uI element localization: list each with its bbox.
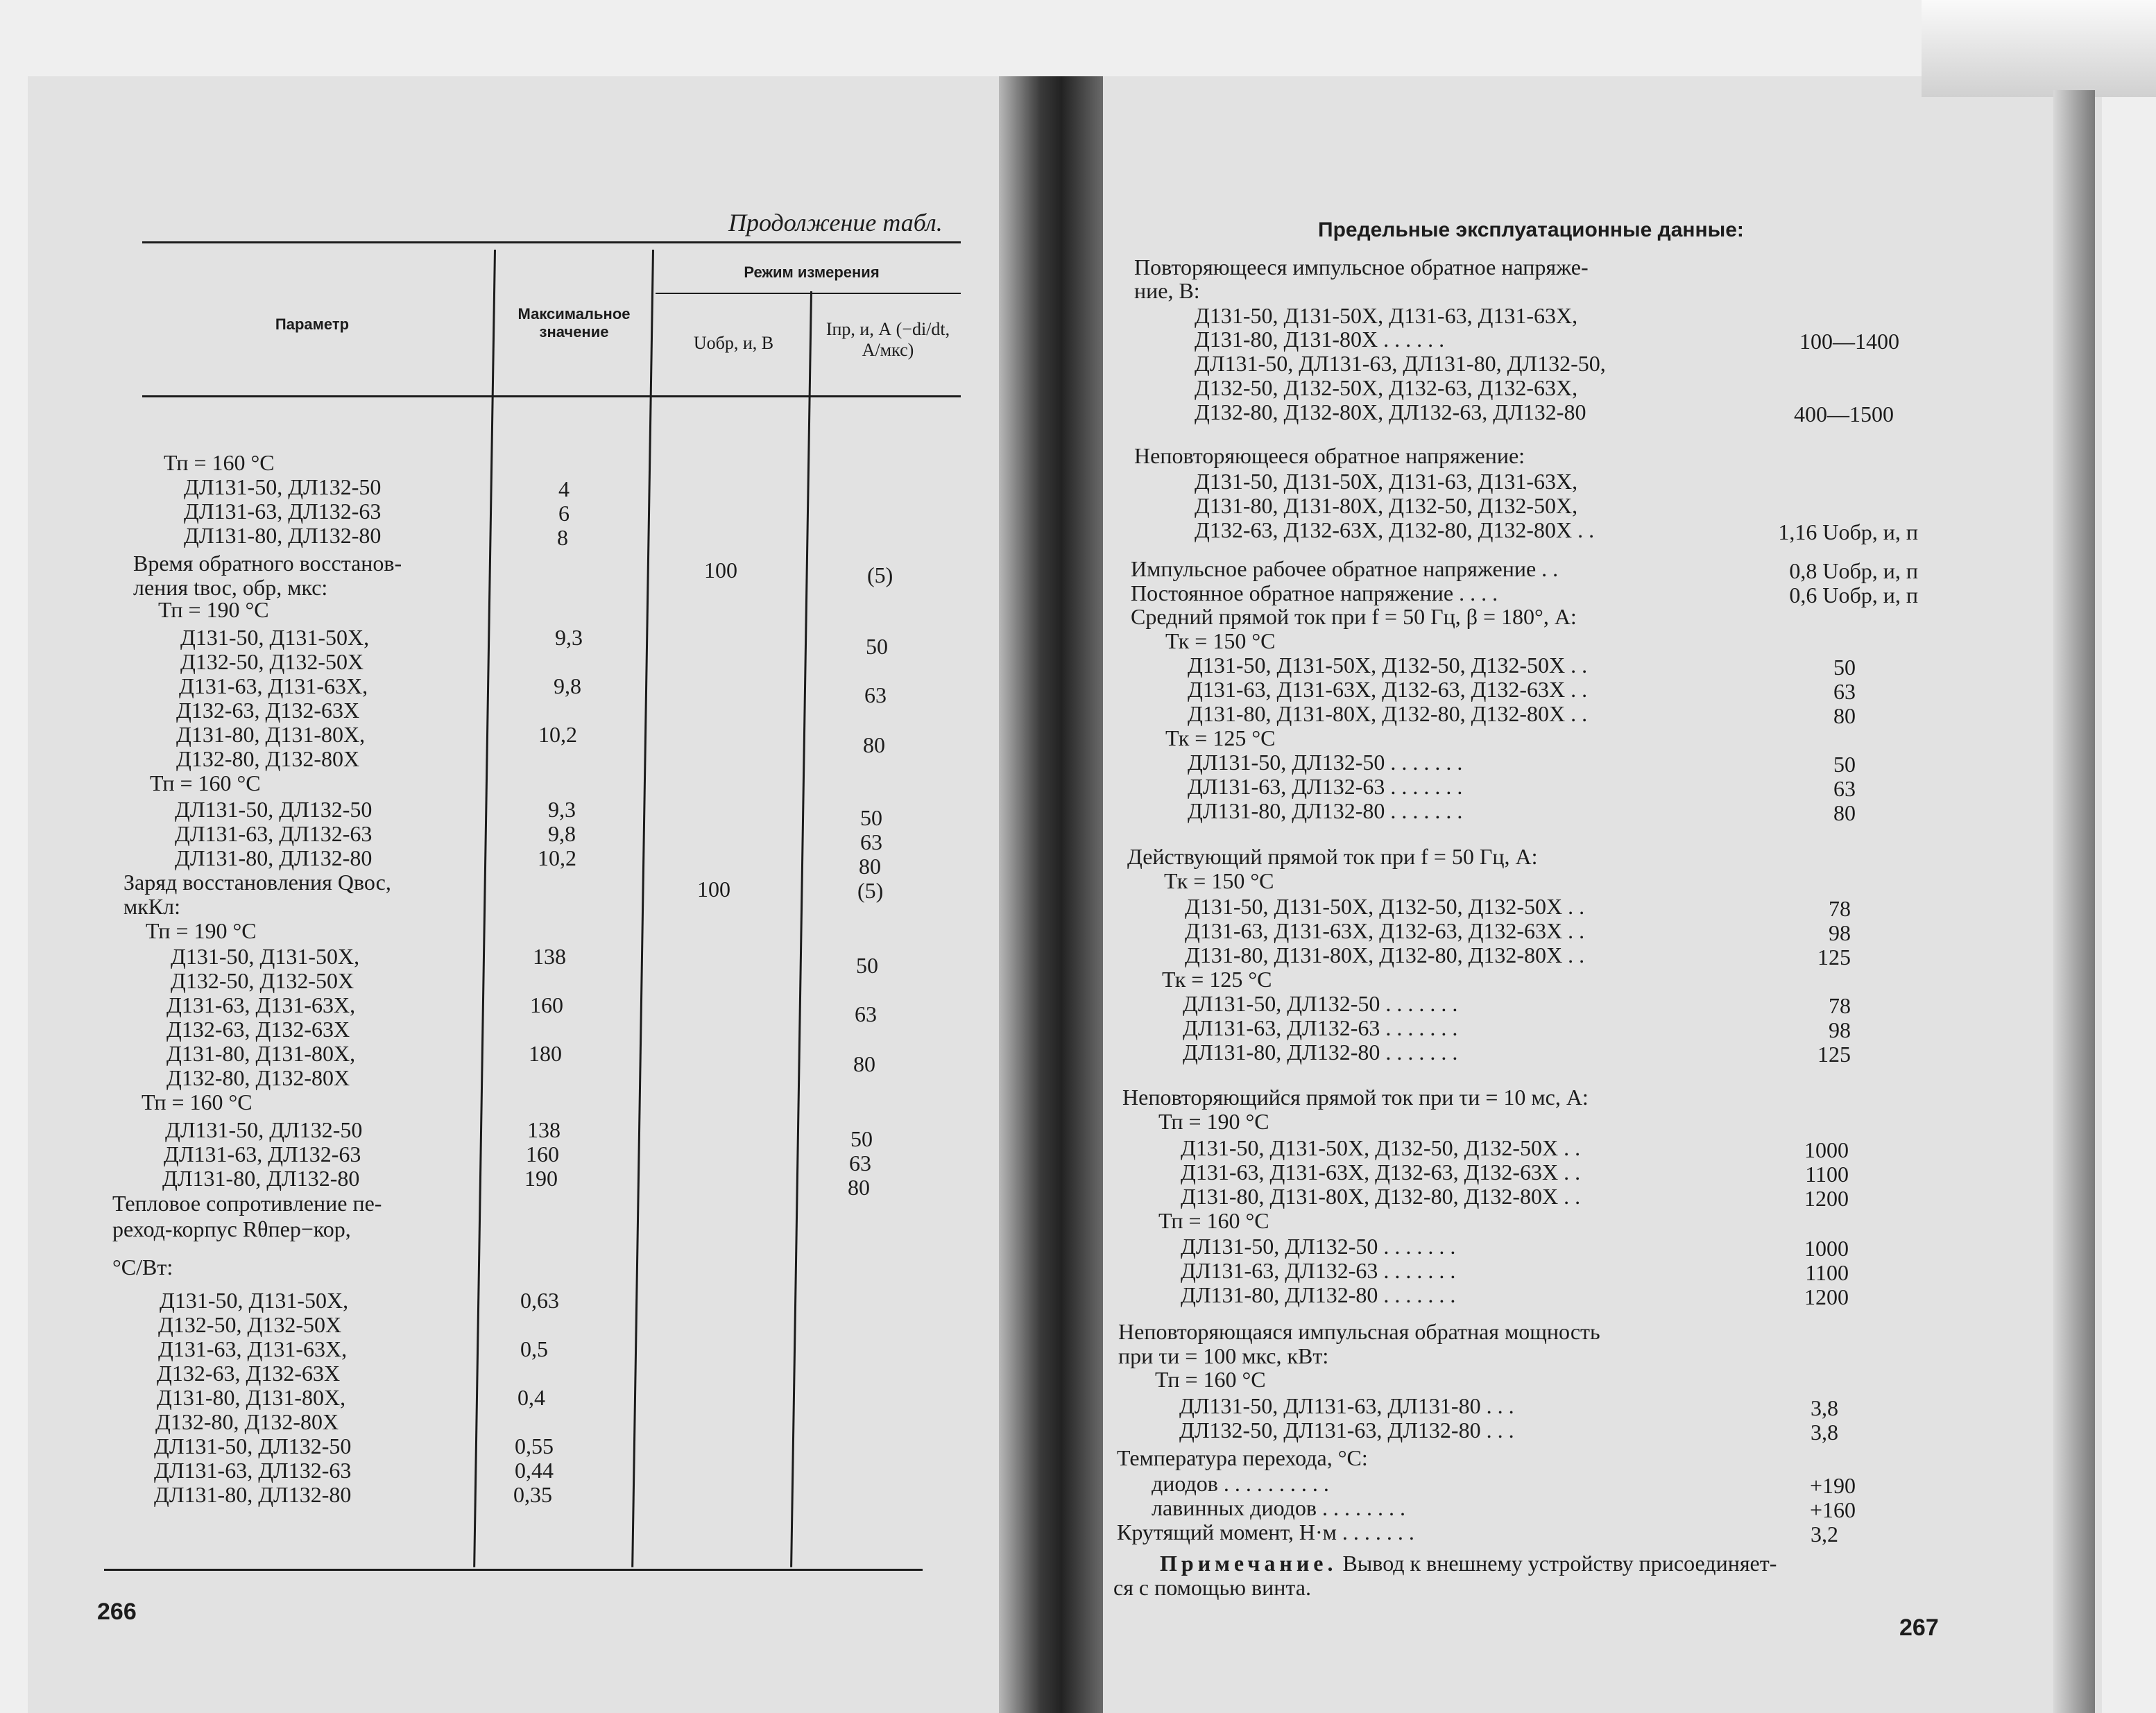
spec-line: Тк = 125 °С [1165, 725, 1276, 750]
spec-value: 125 [1817, 1042, 1851, 1067]
table-row-label: мкКл: [123, 894, 180, 919]
spec-line: Д131-50, Д131-50Х, Д132-50, Д132-50Х . . [1181, 1135, 1581, 1160]
spec-value: 98 [1829, 1017, 1851, 1042]
table-row-label: Д132-50, Д132-50Х [180, 649, 364, 674]
table-row-label: ДЛ131-63, ДЛ132-63 [175, 821, 373, 846]
scan-shadow [1922, 0, 2156, 97]
spec-line: ДЛ131-80, ДЛ132-80 . . . . . . . [1181, 1282, 1456, 1307]
spec-line: Неповторяющийся прямой ток при τи = 10 мс, А: [1122, 1085, 1589, 1110]
table-row-label: Д132-50, Д132-50Х [171, 968, 354, 993]
table-row-label: ДЛ131-80, ДЛ132-80 [175, 845, 373, 870]
spec-value: 125 [1817, 945, 1851, 970]
table-row-label: Тп = 190 °С [158, 597, 269, 622]
page-number-right: 267 [1899, 1615, 1939, 1641]
spec-line: Тк = 150 °С [1165, 628, 1276, 653]
max-value-cell: 10,2 [538, 845, 576, 870]
spec-line: при τи = 100 мкс, кВт: [1118, 1343, 1329, 1368]
table-row-label: Д132-80, Д132-80Х [176, 746, 360, 771]
ipr-cell: 63 [860, 829, 882, 854]
page-number-left: 266 [97, 1599, 137, 1625]
spec-value: 78 [1829, 993, 1851, 1018]
table-row-label: Д132-63, Д132-63Х [166, 1017, 350, 1042]
spec-line: Д131-50, Д131-50Х, Д131-63, Д131-63Х, [1195, 303, 1578, 328]
spec-line: Д131-80, Д131-80Х, Д132-50, Д132-50Х, [1195, 493, 1578, 518]
spec-line: Постоянное обратное напряжение . . . . [1131, 580, 1498, 605]
spec-value: 400—1500 [1794, 402, 1894, 427]
max-value-cell: 0,44 [515, 1458, 554, 1483]
spec-line: ДЛ131-80, ДЛ132-80 . . . . . . . [1188, 798, 1463, 823]
ipr-cell: 50 [856, 953, 878, 978]
table-row-label: ДЛ131-80, ДЛ132-80 [162, 1166, 360, 1191]
spec-value: 3,8 [1811, 1420, 1838, 1445]
table-row-label: Д132-63, Д132-63Х [157, 1361, 341, 1386]
spec-value: 3,8 [1811, 1395, 1838, 1420]
ipr-cell: 63 [864, 682, 887, 707]
table-row-label: Д131-63, Д131-63Х, [166, 992, 356, 1017]
ipr-cell: 63 [855, 1001, 877, 1026]
spec-line: Д131-50, Д131-50Х, Д131-63, Д131-63Х, [1195, 469, 1578, 494]
spec-line: Д132-80, Д132-80Х, ДЛ132-63, ДЛ132-80 [1195, 399, 1586, 424]
spec-line: Д132-63, Д132-63Х, Д132-80, Д132-80Х . . [1195, 517, 1595, 542]
table-row-label: ДЛ131-80, ДЛ132-80 [184, 523, 382, 548]
max-value-cell: 9,8 [554, 673, 581, 698]
spec-line: ДЛ131-50, ДЛ132-50 . . . . . . . [1181, 1234, 1456, 1259]
max-value-cell: 138 [527, 1117, 561, 1142]
header-uobr: Uобр, и, В [693, 333, 774, 353]
spec-line: Д131-63, Д131-63Х, Д132-63, Д132-63Х . . [1181, 1160, 1581, 1185]
table-row-label: ДЛ131-50, ДЛ132-50 [165, 1117, 363, 1142]
table-row-label: ДЛ131-63, ДЛ132-63 [164, 1142, 361, 1167]
spec-line: Неповторяющееся обратное напряжение: [1134, 443, 1525, 468]
ipr-cell: 50 [860, 805, 882, 830]
max-value-cell: 9,3 [555, 625, 583, 650]
ipr-cell: 80 [853, 1051, 875, 1076]
spec-value: 63 [1833, 679, 1856, 704]
spec-value: 1200 [1804, 1186, 1849, 1211]
max-value-cell: 8 [557, 525, 568, 550]
spec-value: 1100 [1805, 1162, 1849, 1187]
spec-line: Д131-63, Д131-63Х, Д132-63, Д132-63Х . . [1188, 677, 1588, 702]
uobr-cell: 100 [697, 877, 730, 902]
right-title: Предельные эксплуатационные данные: [1318, 218, 1744, 241]
spec-line: Импульсное рабочее обратное напряжение . . [1131, 556, 1559, 581]
spec-line: Тп = 160 °С [1158, 1208, 1269, 1233]
table-row-label: °С/Вт: [112, 1255, 173, 1280]
spec-line: Д131-80, Д131-80Х, Д132-80, Д132-80Х . . [1188, 701, 1588, 726]
table-row-label: реход-корпус Rθпер−кор, [112, 1216, 351, 1241]
header-maxval: Максимальное значение [517, 305, 631, 341]
max-value-cell: 9,8 [548, 821, 576, 846]
table-row-label: ления tвос, обр, мкс: [133, 575, 328, 600]
spec-line: Д131-80, Д131-80Х . . . . . . [1195, 327, 1445, 352]
table-row-label: Тепловое сопротивление пе- [112, 1191, 382, 1216]
ipr-cell: 50 [866, 634, 888, 659]
note-line-2: ся с помощью винта. [1113, 1575, 1311, 1600]
table-row-label: Д132-80, Д132-80Х [166, 1065, 350, 1090]
spec-line: Повторяющееся импульсное обратное напряже- [1134, 255, 1589, 279]
spec-line: Д132-50, Д132-50Х, Д132-63, Д132-63Х, [1195, 375, 1578, 400]
spec-line: Тп = 190 °С [1158, 1109, 1269, 1134]
max-value-cell: 180 [529, 1041, 562, 1066]
spec-line: Тк = 150 °С [1164, 868, 1274, 893]
spec-value: 50 [1833, 655, 1856, 680]
spec-line: Крутящий момент, Н·м . . . . . . . [1117, 1520, 1414, 1544]
spec-line: Средний прямой ток при f = 50 Гц, β = 180°, А: [1131, 604, 1577, 629]
table-row-label: Д132-80, Д132-80Х [155, 1409, 339, 1434]
max-value-cell: 0,4 [517, 1385, 545, 1410]
max-value-cell: 0,55 [515, 1434, 554, 1458]
spec-line: Д131-63, Д131-63Х, Д132-63, Д132-63Х . . [1185, 918, 1585, 943]
spec-line: ДЛ131-63, ДЛ132-63 . . . . . . . [1183, 1015, 1458, 1040]
table-row-label: Д132-63, Д132-63Х [176, 698, 360, 723]
spec-value: 1000 [1804, 1236, 1849, 1261]
spec-value: 80 [1833, 800, 1856, 825]
table-row-label: Тп = 190 °С [146, 918, 257, 943]
table-row-label: Заряд восстановления Qвос, [123, 870, 391, 895]
table-row-label: Д131-80, Д131-80Х, [166, 1041, 356, 1066]
ipr-cell: (5) [867, 562, 893, 587]
max-value-cell: 160 [530, 992, 563, 1017]
max-value-cell: 160 [526, 1142, 559, 1167]
max-value-cell: 190 [524, 1166, 558, 1191]
spec-value: 100—1400 [1799, 329, 1899, 354]
spec-line: Температура перехода, °С: [1117, 1445, 1368, 1470]
spec-value: 3,2 [1811, 1522, 1838, 1547]
spec-line: ДЛ131-50, ДЛ132-50 . . . . . . . [1183, 991, 1458, 1016]
spec-line: Тк = 125 °С [1162, 967, 1272, 992]
spec-line: ДЛ131-50, ДЛ131-63, ДЛ131-80 . . . [1179, 1393, 1514, 1418]
ipr-cell: (5) [857, 878, 884, 903]
ipr-cell: 80 [859, 854, 881, 879]
spec-value: +160 [1809, 1497, 1856, 1522]
ipr-cell: 80 [848, 1175, 870, 1200]
header-mode: Режим измерения [744, 264, 880, 281]
spec-value: +190 [1809, 1473, 1856, 1498]
table-row-label: ДЛ131-63, ДЛ132-63 [154, 1458, 352, 1483]
spec-line: Тп = 160 °С [1155, 1367, 1266, 1392]
header-param: Параметр [275, 316, 350, 333]
table-row-label: Д132-50, Д132-50Х [158, 1312, 342, 1337]
table-row-label: ДЛ131-50, ДЛ132-50 [175, 797, 373, 822]
table-bottom-rule [104, 1569, 923, 1571]
max-value-cell: 0,35 [513, 1482, 552, 1507]
table-row-label: ДЛ131-50, ДЛ132-50 [184, 474, 382, 499]
max-value-cell: 0,63 [520, 1288, 559, 1313]
spec-line: ДЛ131-63, ДЛ132-63 . . . . . . . [1188, 774, 1463, 799]
table-row-label: Время обратного восстанов- [133, 551, 402, 576]
spec-line: Действующий прямой ток при f = 50 Гц, А: [1127, 844, 1538, 869]
note-label: Примечание. [1160, 1551, 1337, 1576]
table-row-label: Д131-50, Д131-50Х, [171, 944, 360, 969]
max-value-cell: 138 [533, 944, 566, 969]
max-value-cell: 10,2 [538, 722, 577, 747]
table-row-label: Д131-63, Д131-63Х, [179, 673, 368, 698]
spec-line: Неповторяющаяся импульсная обратная мощность [1118, 1319, 1600, 1344]
table-row-label: Д131-80, Д131-80Х, [176, 722, 366, 747]
spec-line: ДЛ131-50, ДЛ131-63, ДЛ131-80, ДЛ132-50, [1195, 351, 1606, 376]
spec-value: 63 [1833, 776, 1856, 801]
spec-line: ДЛ131-63, ДЛ132-63 . . . . . . . [1181, 1258, 1456, 1283]
table-top-rule [142, 241, 961, 243]
continuation-label: Продолжение табл. [728, 209, 943, 236]
spec-line: диодов . . . . . . . . . . [1152, 1471, 1329, 1496]
spec-value: 80 [1833, 703, 1856, 728]
table-row-label: Тп = 160 °С [142, 1090, 253, 1114]
spec-line: Д131-80, Д131-80Х, Д132-80, Д132-80Х . . [1185, 942, 1585, 967]
spec-line: лавинных диодов . . . . . . . . [1152, 1495, 1406, 1520]
spec-line: Д131-50, Д131-50Х, Д132-50, Д132-50Х . . [1188, 653, 1588, 678]
max-value-cell: 6 [558, 501, 570, 526]
spec-value: 1,16 Uобр, и, п [1778, 519, 1918, 544]
spec-value: 50 [1833, 752, 1856, 777]
spec-line: Д131-80, Д131-80Х, Д132-80, Д132-80Х . . [1181, 1184, 1581, 1209]
table-header-rule [142, 395, 961, 397]
table-row-label: Д131-63, Д131-63Х, [158, 1336, 348, 1361]
ipr-cell: 50 [850, 1126, 873, 1151]
table-row-label: Тп = 160 °С [150, 771, 261, 795]
uobr-cell: 100 [704, 558, 737, 583]
max-value-cell: 9,3 [548, 797, 576, 822]
ipr-cell: 80 [863, 732, 885, 757]
spec-line: ДЛ131-80, ДЛ132-80 . . . . . . . [1183, 1040, 1458, 1065]
spec-value: 0,8 Uобр, и, п [1789, 558, 1918, 583]
page-edge-shadow [2053, 90, 2095, 1713]
table-row-label: Д131-80, Д131-80Х, [157, 1385, 346, 1410]
table-row-label: ДЛ131-63, ДЛ132-63 [184, 499, 382, 524]
ipr-cell: 63 [849, 1151, 871, 1176]
book-gutter [999, 76, 1103, 1713]
table-row-label: Д131-50, Д131-50Х, [160, 1288, 349, 1313]
note-text: Вывод к внешнему устройству присоединяет- [1337, 1551, 1777, 1576]
spec-value: 78 [1829, 896, 1851, 921]
note-line-1 [1160, 1551, 1777, 1575]
spec-value: 98 [1829, 920, 1851, 945]
spec-value: 1100 [1805, 1260, 1849, 1285]
spec-line: ДЛ131-50, ДЛ132-50 . . . . . . . [1188, 750, 1463, 775]
max-value-cell: 4 [558, 476, 570, 501]
spec-line: ние, В: [1134, 278, 1200, 303]
spec-value: 1000 [1804, 1137, 1849, 1162]
mode-header-rule [656, 293, 961, 294]
spec-line: Д131-50, Д131-50Х, Д132-50, Д132-50Х . . [1185, 894, 1585, 919]
spec-value: 0,6 Uобр, и, п [1789, 583, 1918, 608]
header-ipr: Iпр, и, А (−di/dt, А/мкс) [825, 319, 950, 360]
table-row-label: Д131-50, Д131-50Х, [180, 625, 370, 650]
table-row-label: Тп = 160 °С [164, 450, 275, 475]
spec-line: ДЛ132-50, ДЛ131-63, ДЛ132-80 . . . [1179, 1418, 1514, 1443]
max-value-cell: 0,5 [520, 1336, 548, 1361]
spec-value: 1200 [1804, 1284, 1849, 1309]
table-row-label: ДЛ131-50, ДЛ132-50 [154, 1434, 352, 1458]
table-row-label: ДЛ131-80, ДЛ132-80 [154, 1482, 352, 1507]
